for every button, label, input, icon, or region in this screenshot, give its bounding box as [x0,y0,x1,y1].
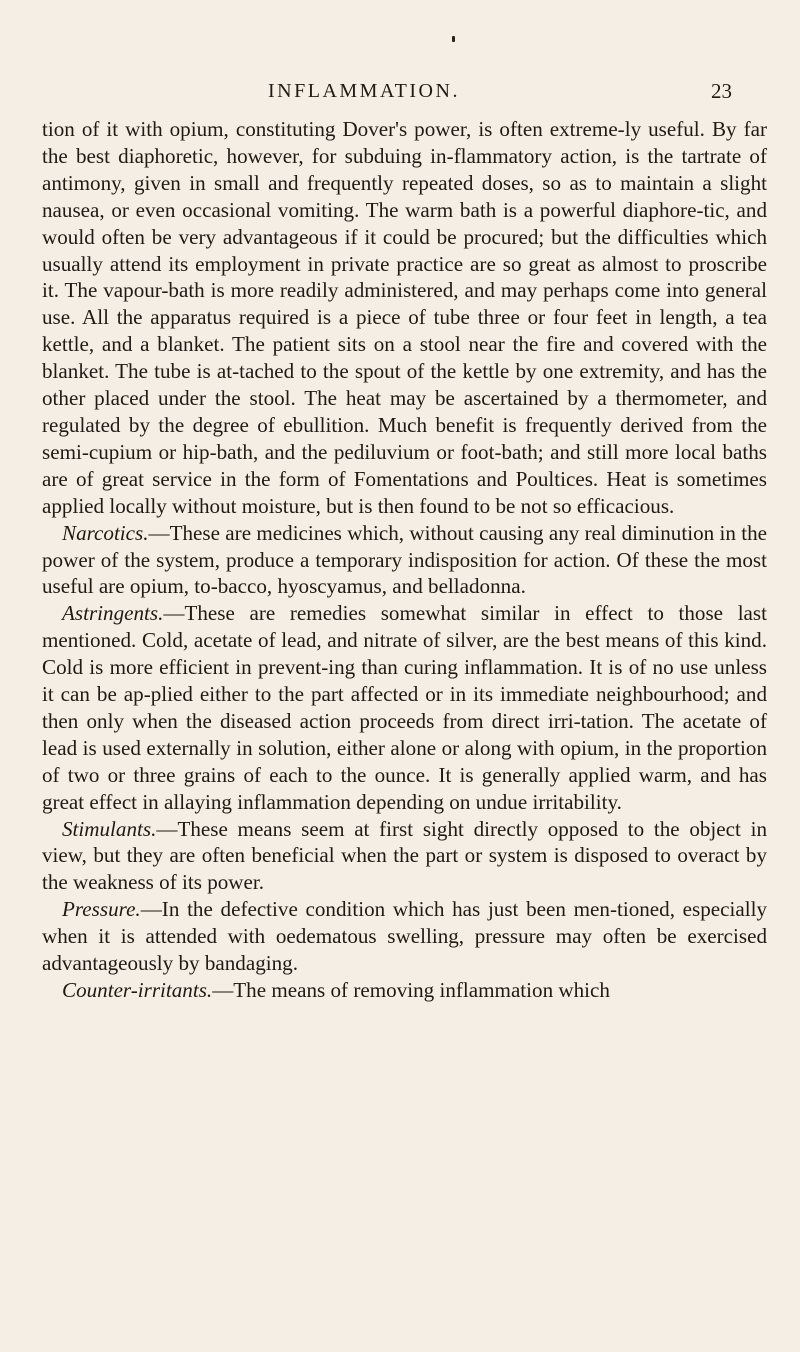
paragraph-narcotics [42,520,767,601]
section-term-counter-irritants: Counter-irritants. [62,978,213,1002]
section-term-pressure: Pressure. [62,897,141,922]
page-number: 23 [711,79,732,103]
paragraph-continuation [42,116,767,520]
paragraph-astringents [42,600,767,815]
running-head: INFLAMMATION. [268,80,460,102]
paragraph-text: tion of it with opium, constituting Dover's power, is often extreme-ly useful. By far the best diaphoretic, however, for subduing in-flammatory action, is the tartrate of antimony, given in small and frequently repeated doses, so as to maintain a slight nausea, or even occasional vomiting. The warm bath is a powerful diaphore-tic, and would often be very advantageous if it could be procured; but the difficulties which usually attend its employment in private practice are so great as almost to proscribe it. The vapour-bath is more readily administered, and may perhaps come into general use. All the apparatus required is a piece of tube three or four feet in length, a tea kettle, and a blanket. The patient sits on a stool near the fire and covered with the blanket. The tube is at-tached to the spout of the kettle by one extremity, and has the other placed under the stool. The heat may be ascertained by a thermometer, and regulated by the degree of ebullition. Much benefit is frequently derived from the semi-cupium or hip-bath, and the pediluvium or foot-bath; and still more local baths are of great service in the form of Fomentations and Poultices. Heat is sometimes applied locally without moisture, but is then found to be not so efficacious. [42,117,767,518]
print-mark [452,36,455,42]
paragraph-text: —The means of removing inflammation which [212,978,610,1002]
section-term-astringents: Astringents. [62,601,164,626]
section-term-narcotics: Narcotics. [62,520,149,545]
paragraph-text: —These means seem at first sight directly opposed to the object in view, but they are often beneficial when the part or system is disposed to overact by the weakness of its power. [42,816,767,895]
paragraph-counter-irritants [42,977,767,1004]
body-text [42,116,767,1004]
paragraph-text: —These are remedies somewhat similar in effect to those last mentioned. Cold, acetate of lead, and nitrate of silver, are the best means of this kind. Cold is more efficient in prevent-ing than curing inflammation. It is of no use unless it can be ap-plied either to the part affected or in its immediate neighbourhood; and then only when the diseased action proceeds from direct irri-tation. The acetate of lead is used externally in solution, either alone or along with opium, in the proportion of two or three grains of each to the ounce. It is generally applied warm, and has great effect in allaying inflammation depending on undue irritability. [42,601,767,814]
paragraph-text: —These are medicines which, without causing any real diminution in the power of the system, produce a temporary indisposition for action. Of these the most useful are opium, to-bacco, hyoscyamus, and belladonna. [42,520,767,599]
section-term-stimulants: Stimulants. [62,816,157,841]
paragraph-text: —In the defective condition which has just been men-tioned, especially when it is attended with oedematous swelling, pressure may often be exercised advantageously by bandaging. [42,897,767,976]
paragraph-stimulants [42,816,767,897]
paragraph-pressure [42,896,767,977]
